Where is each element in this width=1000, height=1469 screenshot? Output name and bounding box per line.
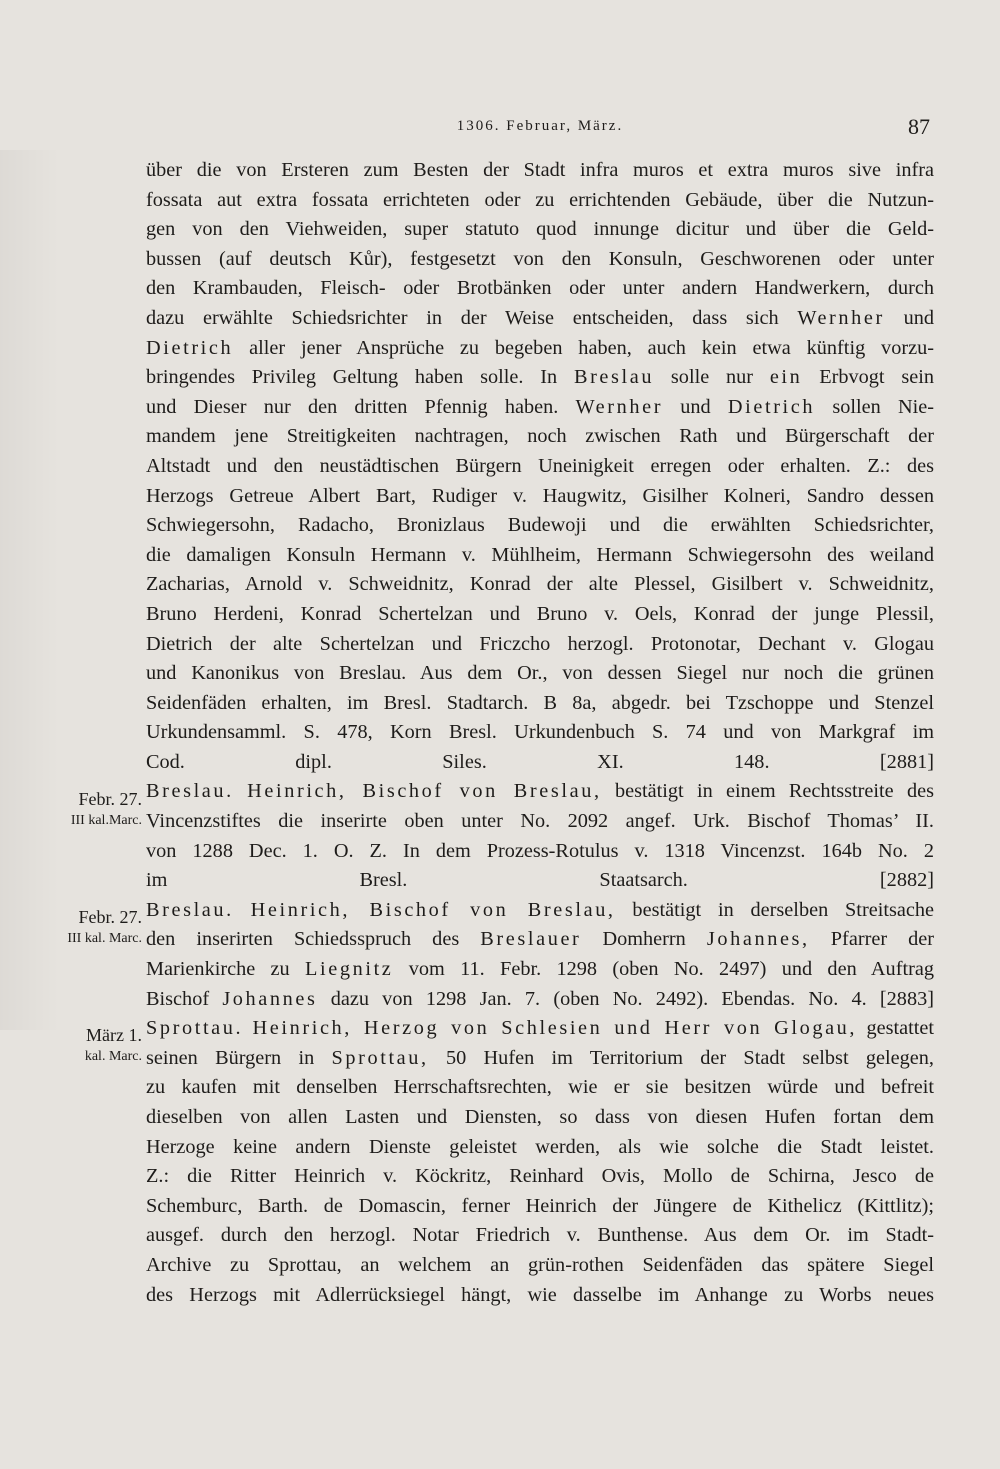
text-line: im Bresl. Staatsarch. [2882] — [146, 869, 934, 892]
margin-note-2882 — [36, 788, 142, 832]
text-line: Sprottau. Heinrich, Herzog von Schlesien und Herr von Glogau, gestattet — [146, 1017, 934, 1040]
text-line: Marienkirche zu Liegnitz vom 11. Febr. 1298 (oben No. 2497) und den Auftrag — [146, 958, 934, 981]
text-line: bringendes Privileg Geltung haben solle. In Breslau solle nur ein Erbvogt sein — [146, 366, 934, 389]
text-line: und Dieser nur den dritten Pfennig haben. Wernher und Dietrich sollen Nie- — [146, 395, 934, 418]
text-line: Dietrich aller jener Ansprüche zu begeben haben, auch kein etwa künftig vorzu- — [146, 336, 934, 359]
text-line: den inserirten Schiedsspruch des Breslauer Domherrn Johannes, Pfarrer der — [146, 928, 934, 951]
text-line: Herzoge keine andern Dienste geleistet werden, als wie solche die Stadt leistet. — [146, 1135, 934, 1158]
record-number: [2883] — [879, 987, 934, 1010]
text-line: ausgef. durch den herzogl. Notar Friedrich v. Bunthense. Aus dem Or. im Stadt- — [146, 1224, 934, 1247]
text-line: den Krambauden, Fleisch- oder Brotbänken oder unter andern Handwerkern, durch — [146, 277, 934, 300]
text-line: Bischof Johannes dazu von 1298 Jan. 7. (oben No. 2492). Ebendas. No. 4. [2883] — [146, 987, 934, 1010]
margin-note-2883 — [36, 906, 142, 950]
text-line: Altstadt und den neustädtischen Bürgern Uneinigkeit erregen oder erhalten. Z.: des — [146, 454, 934, 477]
record-number: [2882] — [879, 869, 934, 892]
text-line: Breslau. Heinrich, Bischof von Breslau, bestätigt in derselben Streitsache — [146, 898, 934, 921]
text-line: Vincenzstiftes die inserirte oben unter No. 2092 angef. Urk. Bischof Thomas’ II. — [146, 810, 934, 833]
text-line: dieselben von allen Lasten und Diensten, so dass von diesen Hufen fortan dem — [146, 1106, 934, 1128]
text-line: Dietrich der alte Schertelzan und Friczcho herzogl. Protonotar, Dechant v. Glogau — [146, 632, 934, 655]
text-line: fossata aut extra fossata errichteten oder zu errichtenden Gebäude, über die Nutzun- — [146, 188, 934, 211]
text-line: des Herzogs mit Adlerrücksiegel hängt, wie dasselbe im Anhange zu Worbs neues — [146, 1283, 934, 1306]
text-line: seinen Bürgern in Sprottau, 50 Hufen im Territorium der Stadt selbst gelegen, — [146, 1046, 934, 1069]
text-line: bussen (auf deutsch Kůr), festgesetzt von den Konsuln, Geschworenen oder unter — [146, 247, 934, 270]
text-line: zu kaufen mit denselben Herrschaftsrechten, wie er sie besitzen würde und befreit — [146, 1076, 934, 1099]
text-line: Urkundensamml. S. 478, Korn Bresl. Urkundenbuch S. 74 und von Markgraf im — [146, 721, 934, 744]
text-line: Bruno Herdeni, Konrad Schertelzan und Bruno v. Oels, Konrad der junge Plessil, — [146, 602, 934, 625]
margin-kalends: III kal.Marc. — [70, 813, 142, 828]
text-line: Breslau. Heinrich, Bischof von Breslau, bestätigt in einem Rechtsstreite des — [146, 780, 934, 803]
page-number: 87 — [908, 114, 930, 139]
margin-date: Febr. 27. — [78, 789, 142, 809]
margin-kalends: kal. Marc. — [84, 1049, 142, 1064]
text-line: Z.: die Ritter Heinrich v. Köckritz, Reinhard Ovis, Mollo de Schirna, Jesco de — [146, 1165, 934, 1188]
text-line: Schwiegersohn, Radacho, Bronizlaus Budewoji und die erwählten Schiedsrichter, — [146, 514, 934, 537]
body-text — [146, 156, 934, 1310]
text-line: gen von den Viehweiden, super statuto quod innunge dicitur und über die Geld- — [146, 218, 934, 241]
text-line: Archive zu Sprottau, an welchem an grün-rothen Seidenfäden das spätere Siegel — [146, 1253, 934, 1276]
text-line: und Kanonikus von Breslau. Aus dem Or., von dessen Siegel nur noch die grünen — [146, 662, 934, 685]
text-line: über die von Ersteren zum Besten der Stadt infra muros et extra muros sive infra — [146, 159, 934, 181]
bleed-through-shadow — [0, 150, 60, 1030]
text-line: dazu erwählte Schiedsrichter in der Weise entscheiden, dass sich Wernher und — [146, 306, 934, 329]
text-line: von 1288 Dec. 1. O. Z. In dem Prozess-Rotulus v. 1318 Vincenzst. 164b No. 2 — [146, 839, 934, 862]
margin-date: März 1. — [86, 1025, 142, 1045]
record-number: [2881] — [879, 750, 934, 773]
running-title: 1306. Februar, März. — [456, 118, 624, 134]
text-line: Herzogs Getreue Albert Bart, Rudiger v. Haugwitz, Gisilher Kolneri, Sandro dessen — [146, 484, 934, 507]
running-head — [146, 114, 934, 144]
margin-note-2884 — [36, 1024, 142, 1068]
text-line: mandem jene Streitigkeiten nachtragen, noch zwischen Rath und Bürgerschaft der — [146, 425, 934, 448]
margin-date: Febr. 27. — [78, 907, 142, 927]
text-line: Zacharias, Arnold v. Schweidnitz, Konrad der alte Plessel, Gisilbert v. Schweidnitz, — [146, 573, 934, 596]
text-line: die damaligen Konsuln Hermann v. Mühlheim, Hermann Schwiegersohn des weiland — [146, 543, 934, 566]
margin-kalends: III kal. Marc. — [67, 931, 142, 946]
text-line: Schemburc, Barth. de Domascin, ferner Heinrich der Jüngere de Kithelicz (Kittlitz); — [146, 1194, 934, 1217]
text-line: Cod. dipl. Siles. XI. 148. [2881] — [146, 750, 934, 773]
text-line: Seidenfäden erhalten, im Bresl. Stadtarch. B 8a, abgedr. bei Tzschoppe und Stenzel — [146, 691, 934, 714]
